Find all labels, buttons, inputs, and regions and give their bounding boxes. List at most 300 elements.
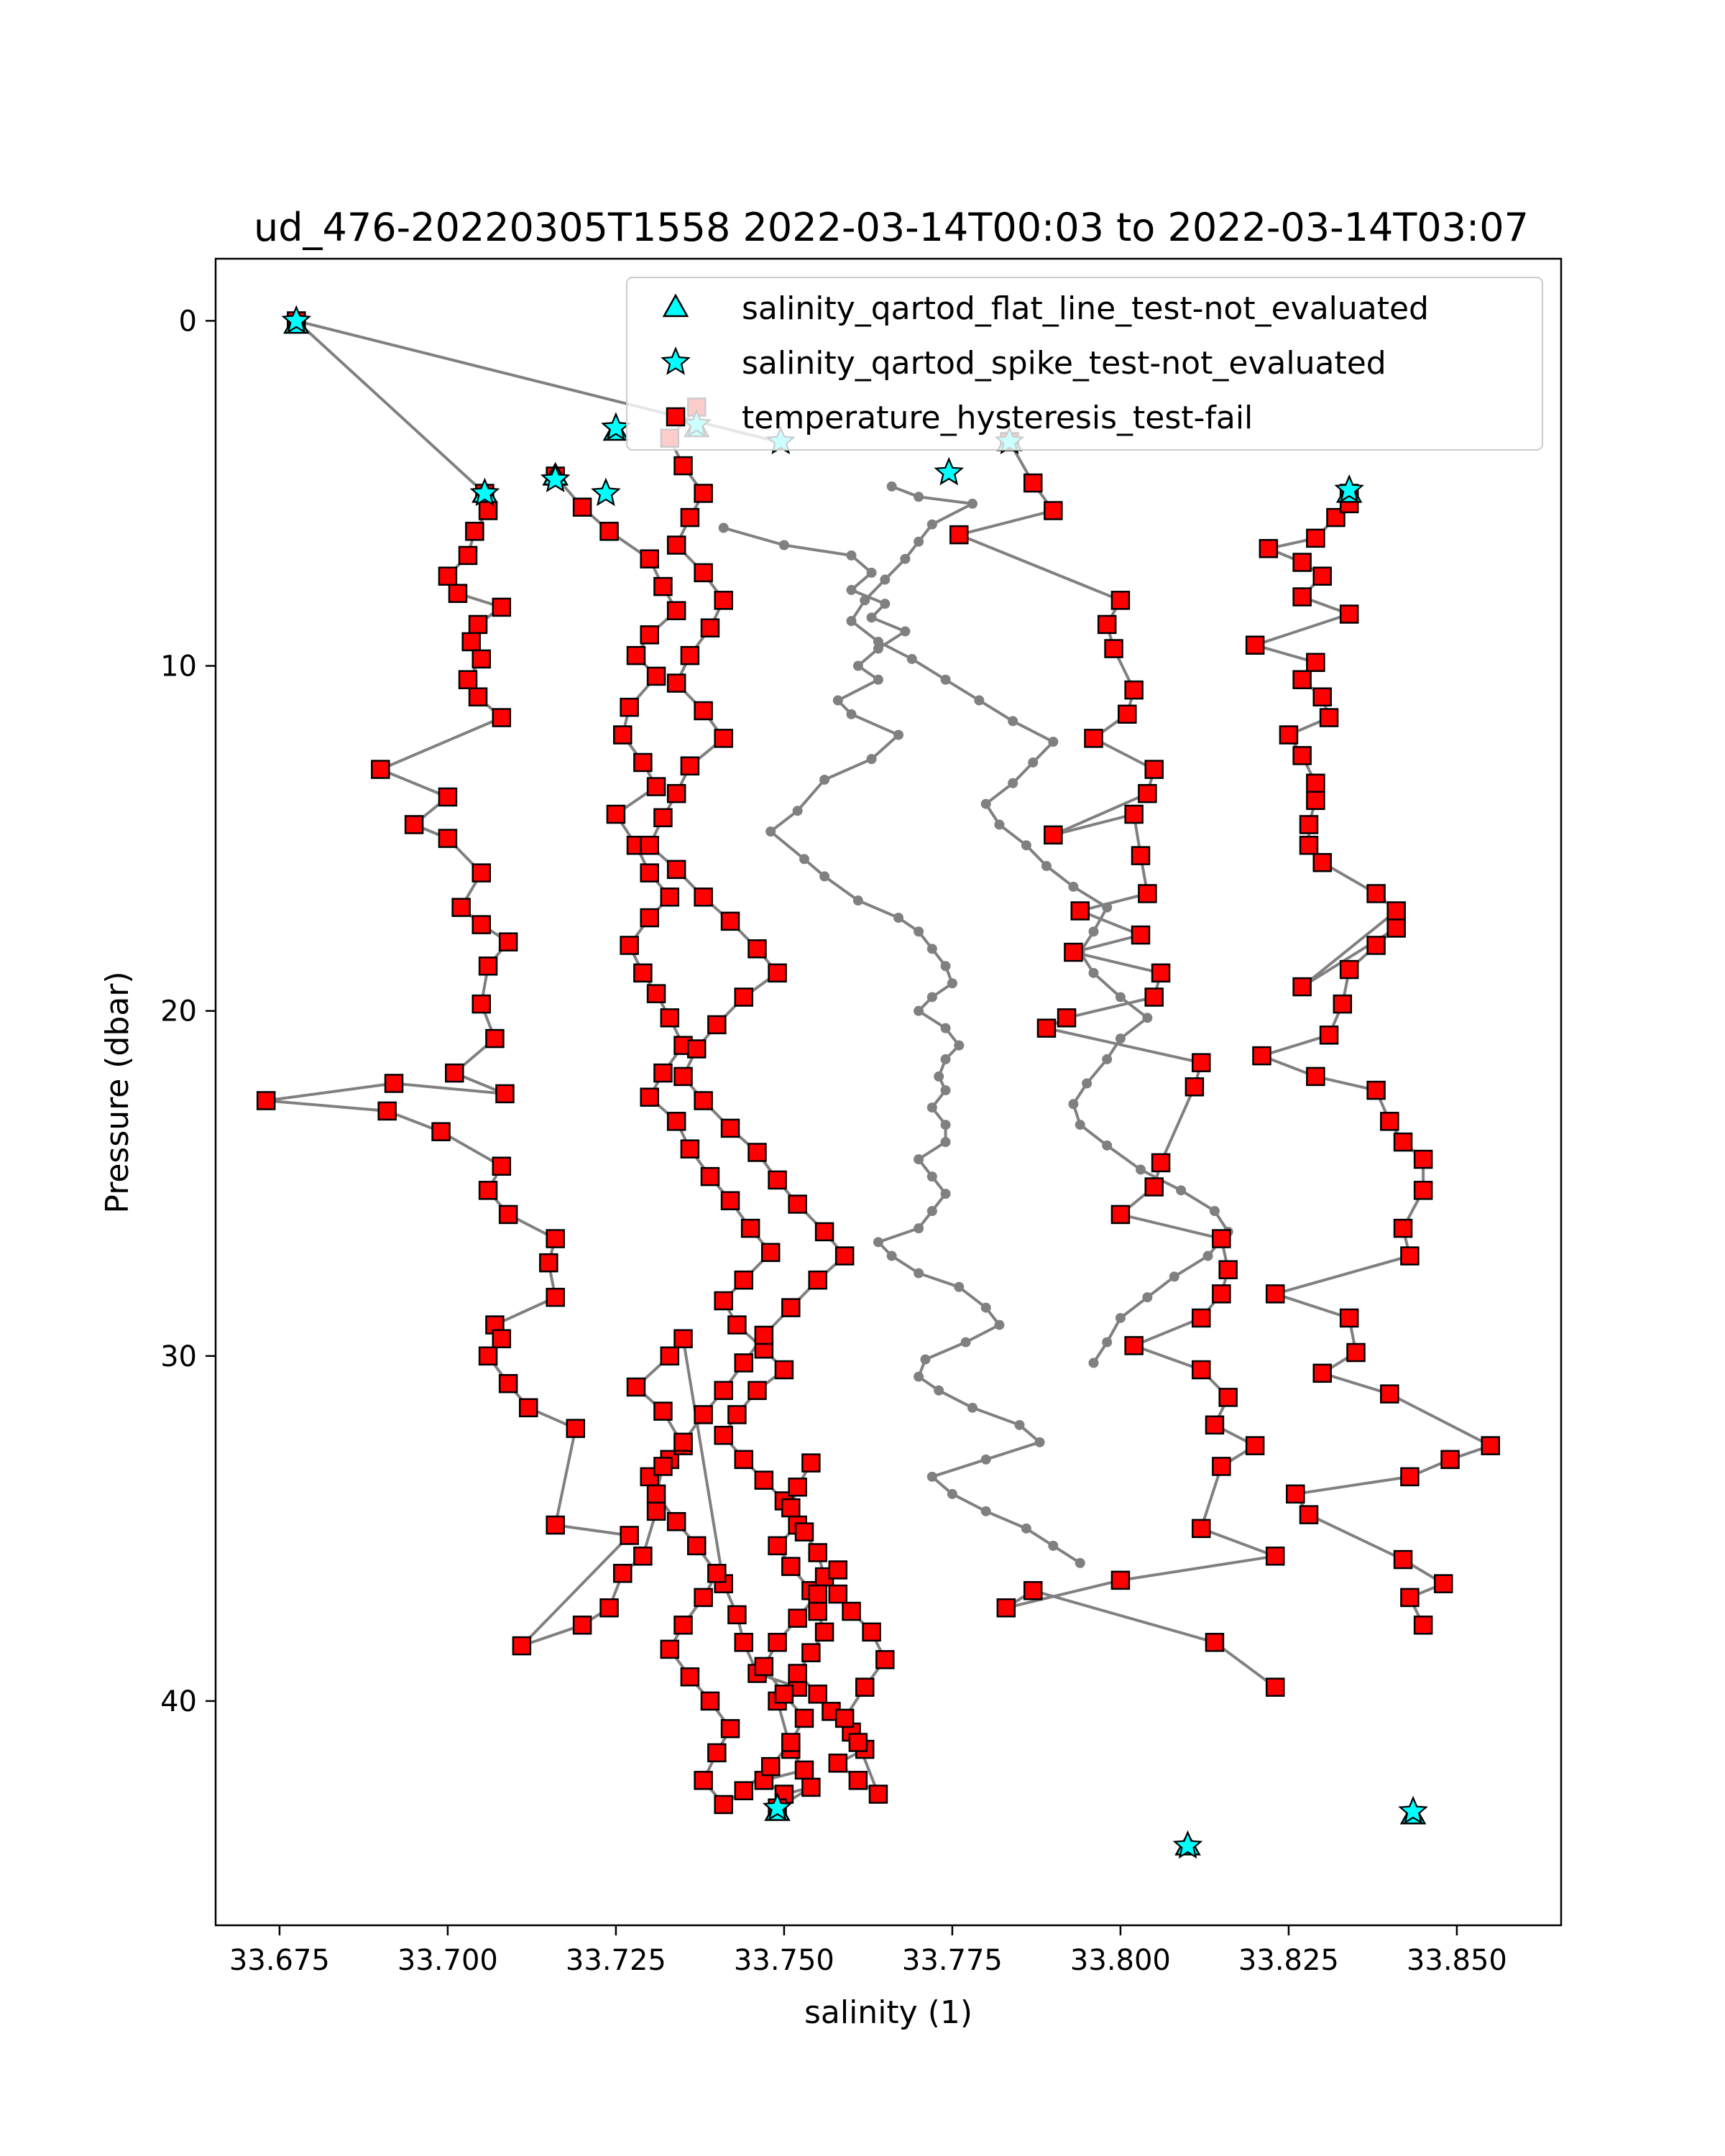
- hysteresis-fail-marker: [1105, 640, 1123, 658]
- hysteresis-fail-marker: [540, 1254, 557, 1271]
- hysteresis-fail-marker: [1260, 540, 1277, 557]
- x-tick-label: 33.725: [565, 1944, 666, 1977]
- hysteresis-fail-marker: [1381, 1112, 1398, 1130]
- hysteresis-fail-marker: [1213, 1285, 1230, 1302]
- hysteresis-fail-marker: [668, 675, 685, 692]
- salinity-point: [867, 612, 877, 622]
- legend-label: temperature_hysteresis_test-fail: [742, 400, 1254, 436]
- hysteresis-fail-marker: [829, 1561, 847, 1578]
- hysteresis-fail-marker: [1220, 1261, 1237, 1279]
- salinity-point: [719, 522, 729, 533]
- hysteresis-fail-marker: [695, 1092, 712, 1110]
- salinity-point: [1210, 1206, 1220, 1216]
- hysteresis-fail-marker: [735, 1634, 753, 1651]
- salinity-point: [914, 537, 924, 547]
- hysteresis-fail-marker: [1294, 554, 1311, 571]
- hysteresis-fail-marker: [1401, 1248, 1418, 1265]
- salinity-point: [853, 661, 863, 671]
- hysteresis-fail-marker: [998, 1599, 1015, 1616]
- y-axis-label: Pressure (dbar): [99, 971, 136, 1214]
- salinity-point: [914, 1223, 924, 1233]
- hysteresis-fail-marker: [1307, 792, 1324, 809]
- hysteresis-fail-marker: [1340, 961, 1358, 978]
- hysteresis-fail-marker: [829, 1754, 847, 1772]
- legend-label: salinity_qartod_flat_line_test-not_evaluated: [742, 290, 1429, 327]
- hysteresis-fail-marker: [1388, 902, 1405, 919]
- salinity-point: [1008, 778, 1018, 788]
- salinity-point: [914, 1372, 924, 1382]
- hysteresis-fail-marker: [405, 816, 423, 833]
- hysteresis-fail-marker: [1038, 1020, 1055, 1037]
- hysteresis-fail-marker: [681, 757, 699, 775]
- salinity-point: [967, 1403, 978, 1413]
- hysteresis-fail-marker: [1085, 729, 1102, 747]
- hysteresis-fail-marker: [1024, 474, 1041, 492]
- hysteresis-fail-marker: [486, 1030, 503, 1047]
- y-tick-label: 40: [160, 1685, 197, 1718]
- salinity-point: [860, 595, 870, 605]
- hysteresis-fail-marker: [473, 650, 490, 668]
- hysteresis-fail-marker: [796, 1710, 813, 1727]
- salinity-point: [941, 1023, 951, 1033]
- hysteresis-fail-marker: [870, 1786, 887, 1803]
- x-tick-label: 33.750: [733, 1944, 834, 1977]
- hysteresis-fail-marker: [856, 1679, 873, 1696]
- salinity-point: [914, 926, 924, 936]
- hysteresis-fail-marker: [762, 1244, 779, 1261]
- salinity-point: [914, 1154, 924, 1164]
- hysteresis-fail-marker: [641, 1089, 658, 1106]
- hysteresis-fail-marker: [695, 484, 712, 502]
- hysteresis-fail-marker: [449, 585, 466, 602]
- hysteresis-fail-marker: [796, 1761, 813, 1779]
- hysteresis-fail-marker: [769, 1634, 786, 1651]
- hysteresis-fail-marker: [627, 647, 645, 664]
- hysteresis-fail-marker: [668, 1513, 685, 1530]
- hysteresis-fail-marker: [1126, 806, 1143, 823]
- salinity-point: [947, 1489, 957, 1499]
- hysteresis-fail-marker: [816, 1623, 833, 1641]
- hysteresis-fail-marker: [802, 1644, 819, 1662]
- hysteresis-fail-marker: [1368, 885, 1385, 902]
- salinity-point: [1021, 1524, 1031, 1534]
- salinity-point: [927, 520, 937, 530]
- hysteresis-fail-marker: [1394, 1551, 1412, 1568]
- salinity-point: [765, 826, 776, 837]
- hysteresis-fail-marker: [372, 761, 389, 778]
- salinity-point: [941, 1120, 951, 1130]
- hysteresis-fail-marker: [493, 599, 510, 616]
- hysteresis-fail-marker: [621, 1526, 638, 1544]
- hysteresis-fail-marker: [950, 526, 967, 543]
- hysteresis-fail-marker: [715, 1427, 732, 1444]
- salinity-point: [1116, 1033, 1126, 1044]
- hysteresis-fail-marker: [695, 702, 712, 719]
- x-tick-label: 33.800: [1070, 1944, 1171, 1977]
- legend-hysteresis-entry: [667, 400, 1253, 436]
- hysteresis-fail-marker: [661, 1348, 678, 1365]
- hysteresis-fail-marker: [641, 909, 658, 926]
- hysteresis-fail-marker: [1401, 1589, 1418, 1606]
- hysteresis-fail-marker: [1192, 1309, 1210, 1327]
- salinity-point: [961, 1337, 971, 1348]
- salinity-point: [1028, 757, 1038, 768]
- x-tick-label: 33.825: [1238, 1944, 1339, 1977]
- salinity-point: [847, 616, 857, 626]
- salinity-point: [1068, 882, 1078, 892]
- hysteresis-fail-marker: [782, 1558, 799, 1575]
- hysteresis-fail-marker: [439, 830, 456, 847]
- hysteresis-fail-marker: [1112, 1572, 1129, 1589]
- hysteresis-fail-marker: [863, 1623, 880, 1641]
- hysteresis-fail-marker: [789, 1196, 806, 1213]
- hysteresis-fail-marker: [668, 861, 685, 878]
- y-tick-label: 30: [160, 1340, 197, 1373]
- salinity-point: [799, 854, 809, 864]
- hysteresis-fail-marker: [809, 1271, 827, 1289]
- hysteresis-fail-marker: [1340, 606, 1358, 623]
- hysteresis-fail-marker: [469, 688, 487, 706]
- hysteresis-fail-marker: [607, 806, 625, 823]
- hysteresis-fail-marker: [459, 671, 477, 688]
- hysteresis-fail-marker: [1126, 1337, 1143, 1354]
- salinity-point: [887, 482, 897, 492]
- salinity-point: [1075, 1120, 1085, 1130]
- salinity-point: [1116, 1313, 1126, 1323]
- hysteresis-fail-marker: [439, 788, 456, 806]
- salinity-point: [927, 1472, 937, 1482]
- hysteresis-fail-marker: [500, 1206, 517, 1223]
- hysteresis-fail-marker: [648, 1485, 665, 1503]
- hysteresis-fail-marker: [614, 727, 631, 744]
- hysteresis-fail-marker: [809, 1585, 827, 1603]
- salinity-point: [1035, 1437, 1045, 1447]
- hysteresis-fail-marker: [668, 537, 685, 554]
- salinity-point: [1142, 1292, 1152, 1302]
- hysteresis-fail-marker: [648, 668, 665, 685]
- hysteresis-fail-marker: [876, 1651, 893, 1668]
- salinity-point: [1068, 1099, 1078, 1109]
- hysteresis-fail-marker: [621, 936, 638, 954]
- x-tick-label: 33.675: [229, 1944, 330, 1977]
- hysteresis-fail-marker: [1294, 747, 1311, 764]
- hysteresis-fail-marker: [755, 1327, 773, 1344]
- hysteresis-fail-marker: [681, 1668, 699, 1685]
- hysteresis-fail-marker: [446, 1064, 463, 1082]
- salinity-point: [1102, 1141, 1112, 1151]
- hysteresis-fail-marker: [748, 1144, 765, 1161]
- hysteresis-fail-marker: [634, 1547, 651, 1565]
- hysteresis-fail-marker: [1266, 1547, 1284, 1565]
- hysteresis-fail-marker: [1098, 616, 1116, 633]
- hysteresis-fail-marker: [614, 1565, 631, 1582]
- salinity-point: [941, 1054, 951, 1064]
- legend-flat-line-entry: [664, 290, 1429, 327]
- hysteresis-fail-marker: [735, 988, 753, 1005]
- salinity-point: [900, 627, 910, 637]
- salinity-point: [941, 1085, 951, 1095]
- hysteresis-fail-marker: [789, 1478, 806, 1496]
- salinity-point: [914, 492, 924, 502]
- hysteresis-fail-marker: [668, 785, 685, 802]
- hysteresis-fail-marker: [681, 509, 699, 526]
- hysteresis-fail-marker: [1024, 1582, 1041, 1599]
- salinity-point: [1088, 968, 1098, 978]
- hysteresis-fail-marker: [809, 1603, 827, 1620]
- hysteresis-fail-marker: [661, 1009, 678, 1026]
- hysteresis-fail-marker: [708, 1744, 725, 1761]
- salinity-point: [1176, 1185, 1186, 1195]
- hysteresis-fail-marker: [520, 1399, 537, 1416]
- hysteresis-fail-marker: [547, 1230, 564, 1248]
- salinity-point: [981, 1303, 991, 1313]
- salinity-point: [934, 1386, 944, 1396]
- hysteresis-fail-marker: [433, 1123, 450, 1141]
- hysteresis-fail-marker: [715, 729, 732, 747]
- hysteresis-fail-marker: [634, 754, 651, 771]
- hysteresis-fail-marker: [735, 1451, 753, 1468]
- hysteresis-fail-marker: [1394, 1220, 1412, 1237]
- hysteresis-fail-marker: [513, 1637, 530, 1654]
- hysteresis-fail-marker: [1442, 1451, 1459, 1468]
- legend-spike-entry: [663, 345, 1386, 382]
- hysteresis-fail-marker: [735, 1782, 753, 1800]
- hysteresis-fail-marker: [473, 916, 490, 934]
- hysteresis-fail-marker: [641, 837, 658, 854]
- legend-label: salinity_qartod_spike_test-not_evaluated: [742, 345, 1386, 382]
- hysteresis-fail-marker: [1294, 671, 1311, 688]
- salinity-point: [893, 913, 903, 923]
- salinity-point: [900, 554, 910, 564]
- hysteresis-fail-marker: [1152, 1154, 1169, 1171]
- hysteresis-fail-marker: [1044, 826, 1062, 844]
- hysteresis-fail-marker: [695, 1772, 712, 1789]
- salinity-point: [1116, 992, 1126, 1002]
- hysteresis-fail-marker: [695, 1406, 712, 1423]
- salinity-point: [941, 1189, 951, 1199]
- hysteresis-fail-marker: [668, 602, 685, 619]
- salinity-point: [1048, 1541, 1058, 1551]
- hysteresis-fail-marker: [493, 1158, 510, 1175]
- hysteresis-fail-marker: [621, 699, 638, 716]
- hysteresis-fail-marker: [463, 633, 480, 650]
- salinity-point: [793, 806, 803, 816]
- salinity-point: [867, 568, 877, 578]
- hysteresis-fail-marker: [782, 1499, 799, 1516]
- hysteresis-fail-marker: [453, 899, 470, 916]
- salinity-point: [927, 1206, 937, 1216]
- hysteresis-fail-marker: [1152, 964, 1169, 982]
- hysteresis-fail-marker: [1213, 1457, 1230, 1475]
- hysteresis-fail-marker: [385, 1074, 402, 1092]
- salinity-point: [954, 1282, 964, 1292]
- hysteresis-fail-marker: [715, 591, 732, 609]
- hysteresis-fail-marker: [1294, 978, 1311, 995]
- hysteresis-fail-marker: [1058, 1009, 1075, 1026]
- salinity-point: [981, 1506, 991, 1516]
- salinity-point: [927, 992, 937, 1002]
- salinity-point: [1102, 1054, 1112, 1064]
- salinity-point: [847, 550, 857, 561]
- hysteresis-fail-marker: [574, 1616, 591, 1634]
- hysteresis-fail-marker: [479, 1348, 497, 1365]
- hysteresis-fail-marker: [479, 1181, 497, 1199]
- salinity-point: [981, 1455, 991, 1465]
- hysteresis-fail-marker: [1146, 1179, 1163, 1196]
- hysteresis-fail-marker: [1132, 847, 1149, 865]
- hysteresis-fail-marker: [1044, 502, 1062, 519]
- hysteresis-fail-marker: [1132, 926, 1149, 944]
- salinity-point: [1102, 1337, 1112, 1348]
- hysteresis-fail-marker: [1246, 637, 1264, 654]
- hysteresis-fail-marker: [1401, 1468, 1418, 1485]
- hysteresis-fail-marker: [1186, 1078, 1203, 1095]
- hysteresis-fail-marker: [1320, 709, 1338, 727]
- hysteresis-fail-marker: [654, 578, 671, 595]
- hysteresis-fail-marker: [850, 1772, 867, 1789]
- salinity-point: [779, 540, 789, 550]
- hysteresis-fail-marker: [1348, 1344, 1365, 1361]
- hysteresis-fail-marker: [1072, 902, 1089, 919]
- salinity-point: [867, 754, 877, 764]
- hysteresis-fail-marker: [1146, 988, 1163, 1005]
- hysteresis-fail-marker: [1300, 816, 1317, 833]
- hysteresis-fail-marker: [675, 1616, 692, 1634]
- salinity-point: [934, 1072, 944, 1082]
- hysteresis-fail-marker: [1266, 1679, 1284, 1696]
- salinity-point: [981, 799, 991, 809]
- hysteresis-fail-marker: [843, 1603, 860, 1620]
- hysteresis-fail-marker: [1192, 1361, 1210, 1378]
- hysteresis-fail-marker: [473, 865, 490, 882]
- hysteresis-fail-marker: [654, 809, 671, 826]
- hysteresis-fail-marker: [802, 1779, 819, 1796]
- hysteresis-fail-marker: [829, 1585, 847, 1603]
- hysteresis-fail-marker: [1206, 1416, 1223, 1434]
- salinity-point: [873, 637, 883, 647]
- hysteresis-fail-marker: [789, 1610, 806, 1627]
- hysteresis-fail-marker: [1368, 1082, 1385, 1099]
- hysteresis-fail-marker: [459, 547, 477, 564]
- hysteresis-fail-marker: [748, 1382, 765, 1399]
- salinity-point: [1021, 840, 1031, 850]
- hysteresis-fail-marker: [379, 1102, 396, 1120]
- hysteresis-fail-marker: [722, 913, 739, 930]
- hysteresis-fail-marker: [1307, 654, 1324, 671]
- x-axis-label: salinity (1): [804, 1994, 973, 2031]
- hysteresis-fail-marker: [769, 1537, 786, 1554]
- hysteresis-fail-marker: [1126, 681, 1143, 699]
- hysteresis-fail-marker: [802, 1455, 819, 1472]
- hysteresis-fail-marker: [816, 1223, 833, 1240]
- hysteresis-fail-marker: [493, 709, 510, 727]
- hysteresis-fail-marker: [1280, 727, 1297, 744]
- hysteresis-fail-marker: [439, 568, 456, 585]
- salinity-point: [914, 1006, 924, 1016]
- salinity-point: [819, 775, 829, 785]
- hysteresis-fail-marker: [648, 1503, 665, 1520]
- hysteresis-fail-marker: [769, 1171, 786, 1189]
- x-tick-label: 33.850: [1406, 1944, 1507, 1977]
- hysteresis-fail-marker: [641, 626, 658, 643]
- hysteresis-fail-marker: [627, 1378, 645, 1396]
- hysteresis-fail-marker: [1300, 1506, 1317, 1524]
- hysteresis-fail-marker: [668, 1112, 685, 1130]
- hysteresis-fail-marker: [1192, 1054, 1210, 1072]
- legend-marker: [667, 408, 684, 425]
- hysteresis-fail-marker: [695, 1589, 712, 1606]
- hysteresis-fail-marker: [1388, 919, 1405, 936]
- salinity-point: [907, 654, 917, 664]
- hysteresis-fail-marker: [648, 985, 665, 1003]
- hysteresis-fail-marker: [1300, 837, 1317, 854]
- salinity-point: [1102, 903, 1112, 913]
- salinity-point: [1015, 1420, 1025, 1430]
- hysteresis-fail-marker: [641, 550, 658, 568]
- hysteresis-fail-marker: [809, 1544, 827, 1561]
- salinity-point: [994, 819, 1004, 829]
- hysteresis-fail-marker: [1112, 1206, 1129, 1223]
- hysteresis-fail-marker: [1253, 1047, 1270, 1064]
- salinity-point: [1082, 1078, 1092, 1088]
- hysteresis-fail-marker: [789, 1665, 806, 1682]
- hysteresis-fail-marker: [735, 1354, 753, 1371]
- hysteresis-fail-marker: [1435, 1575, 1452, 1593]
- hysteresis-fail-marker: [708, 1565, 725, 1582]
- salinity-point: [941, 961, 951, 971]
- hysteresis-fail-marker: [1192, 1520, 1210, 1537]
- hysteresis-fail-marker: [728, 1606, 745, 1623]
- salinity-point: [873, 675, 883, 685]
- hysteresis-fail-marker: [695, 564, 712, 581]
- hysteresis-fail-marker: [1314, 854, 1331, 871]
- hysteresis-fail-marker: [688, 1040, 705, 1057]
- hysteresis-fail-marker: [708, 1016, 725, 1033]
- hysteresis-fail-marker: [1307, 775, 1324, 792]
- hysteresis-fail-marker: [1414, 1151, 1432, 1168]
- hysteresis-fail-marker: [1314, 1365, 1331, 1382]
- hysteresis-fail-marker: [1146, 761, 1163, 778]
- hysteresis-fail-marker: [500, 1375, 517, 1392]
- salinity-point: [887, 1251, 897, 1261]
- hysteresis-fail-marker: [776, 1361, 793, 1378]
- salinity-point: [853, 895, 863, 906]
- hysteresis-fail-marker: [601, 1599, 618, 1616]
- hysteresis-fail-marker: [1314, 568, 1331, 585]
- salinity-point: [880, 599, 890, 609]
- hysteresis-fail-marker: [641, 865, 658, 882]
- hysteresis-fail-marker: [1320, 1026, 1338, 1044]
- hysteresis-fail-marker: [654, 1403, 671, 1420]
- chart-title: ud_476-20220305T1558 2022-03-14T00:03 to 2022-03-14T03:07: [254, 205, 1529, 250]
- hysteresis-fail-marker: [715, 1382, 732, 1399]
- hysteresis-fail-marker: [688, 1537, 705, 1554]
- y-tick-label: 0: [178, 305, 197, 338]
- hysteresis-fail-marker: [796, 1524, 813, 1541]
- salinity-point: [880, 575, 890, 585]
- hysteresis-fail-marker: [1381, 1386, 1398, 1403]
- salinity-point: [1041, 861, 1052, 871]
- hysteresis-fail-marker: [782, 1734, 799, 1751]
- salinity-point: [947, 978, 957, 988]
- hysteresis-fail-marker: [1112, 591, 1129, 609]
- salinity-point: [833, 696, 843, 706]
- hysteresis-fail-marker: [1394, 1133, 1412, 1151]
- hysteresis-fail-marker: [702, 619, 719, 637]
- hysteresis-fail-marker: [661, 1641, 678, 1658]
- hysteresis-fail-marker: [601, 522, 618, 540]
- salinity-point: [847, 709, 857, 719]
